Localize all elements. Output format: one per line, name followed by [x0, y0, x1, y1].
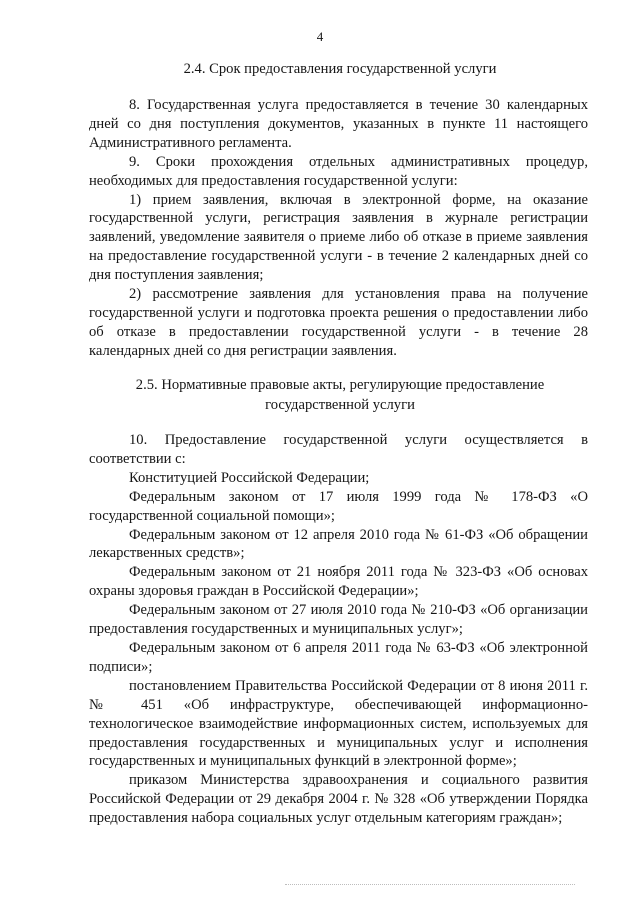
paragraph-9-item-2: 2) рассмотрение заявления для установления права на получение государственной услуги и подготовка проекта решения о предоставлении либо об отказе в предоставлении государственной услуги - в течение 28 календарных дней со дня регистрации заявления.	[89, 286, 588, 359]
section-2-4-body	[89, 96, 588, 361]
law-constitution: Конституцией Российской Федерации;	[129, 469, 370, 486]
law-61-fz: Федеральным законом от 12 апреля 2010 года № 61-ФЗ «Об обращении лекарственных средств»;	[89, 526, 588, 562]
paragraph-8: 8. Государственная услуга предоставляется в течение 30 календарных дней со дня поступления документов, указанных в пункте 11 настоящего Административного регламента.	[89, 97, 588, 151]
paragraph-10: 10. Предоставление государственной услуги осуществляется в соответствии с:	[89, 432, 588, 467]
paragraph-9-item-1: 1) прием заявления, включая в электронной форме, на оказание государственной услуги, регистрация заявления в журнале регистрации заявлений, уведомление заявителя о приеме либо об отказе в приеме заявления на предоставление государственной услуги - в течение 2 календарных дней со дня поступления заявления;	[89, 191, 588, 284]
section-2-5-body	[89, 431, 588, 828]
scan-artifact	[285, 884, 575, 888]
section-2-5-title-line-2: государственной услуги	[265, 397, 415, 413]
law-210-fz: Федеральным законом от 27 июля 2010 года № 210-ФЗ «Об организации предоставления государственных и муниципальных услуг»;	[89, 602, 588, 638]
page-number: 4	[316, 29, 324, 44]
order-328: приказом Министерства здравоохранения и социального развития Российской Федерации от 29 декабря 2004 г. № 328 «Об утверждении Порядка предоставления набора социальных услуг отдельным категориям граждан»;	[89, 772, 588, 827]
section-2-5-title-line-1: 2.5. Нормативные правовые акты, регулирующие предоставление	[135, 377, 545, 393]
section-2-5-title	[70, 375, 610, 415]
law-323-fz: Федеральным законом от 21 ноября 2011 года № 323-ФЗ «Об основах охраны здоровья граждан в Российской Федерации»;	[89, 564, 588, 600]
section-2-4-title: 2.4. Срок предоставления государственной услуги	[183, 61, 497, 77]
law-63-fz: Федеральным законом от 6 апреля 2011 года № 63-ФЗ «Об электронной подписи»;	[89, 639, 588, 675]
law-178-fz: Федеральным законом от 17 июля 1999 года № 178-ФЗ «О государственной социальной помощи»;	[89, 488, 588, 524]
paragraph-9: 9. Сроки прохождения отдельных административных процедур, необходимых для предоставления государственной услуги:	[89, 153, 588, 189]
resolution-451: постановлением Правительства Российской Федерации от 8 июня 2011 г. № 451 «Об инфраструктуре, обеспечивающей информационно-технологическое взаимодействие информационных систем, используемых для предоставления государственных и муниципальных услуг и исполнения государственных и муниципальных функций в электронной форме»;	[89, 677, 588, 770]
